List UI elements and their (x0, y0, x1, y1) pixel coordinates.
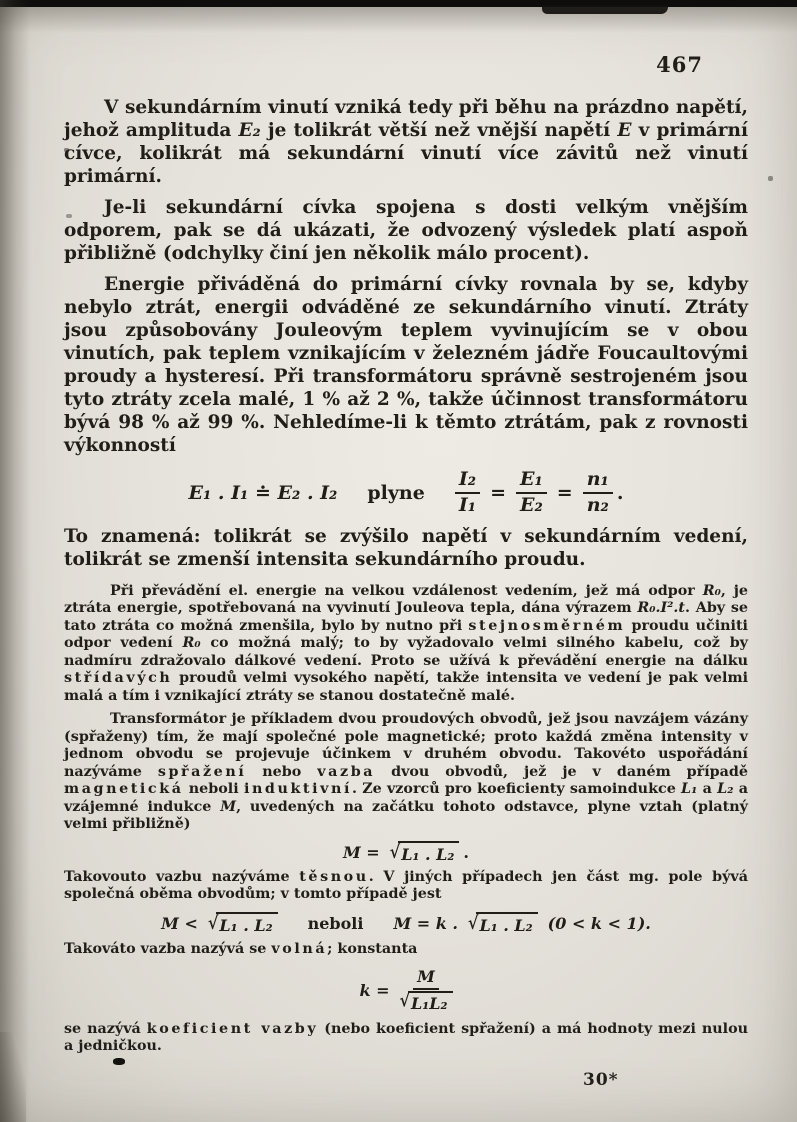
formula-middle: M = k . (393, 913, 458, 933)
period: . (463, 842, 469, 862)
signature-mark: 30* (583, 1070, 619, 1090)
paragraph-conclusion-voltage-current: To znamená: tolikrát se zvýšilo napětí v sekundárním vedení, tolikrát se zmenší intensita sekundárního proudu. (64, 525, 748, 570)
scan-edge-top-fade (0, 7, 797, 33)
page-content (64, 96, 748, 1056)
formula-left-side: E₁ . I₁ ≐ E₂ . I₂ (188, 481, 338, 504)
paragraph-intro-secondary-voltage: V sekundárním vinutí vzniká tedy při běhu na prázdno napětí, jehož amplituda E₂ je tolikrát větší než vnější napětí E v primární cívce, kolikrát má sekundární vinutí více závitů než vinutí primární. (64, 97, 748, 187)
fraction-turns-ratio: $\frac{\text{n₁}}{\text{n₂}}$ (583, 469, 613, 517)
paragraph-tight-coupling: Takovouto vazbu nazýváme těsnou. V jiných případech jen část mg. pole bývá společná oběma obvodům; v tomto případě jest (64, 868, 749, 903)
radical-sign: √ (207, 911, 219, 933)
paragraph-long-distance-transmission: Při převádění el. energie na velkou vzdálenost vedením, jež má odpor R₀, je ztráta energie, spotřebovaná na vyvinutí Jouleova tepla, dána výrazem R₀.I².t. Aby se tato ztráta co možná zmenšila, bylo by nutno při stejnosměrném proudu učiniti odpor vedení R₀ co možná malý; to by vyžadovalo velmi silného kabelu, což by nadmíru zdražovalo dálkové vedení. Proto se užívá k převádění energie na dálku střídavých proudů velmi vysokého napětí, takže intensita ve vedení je pak velmi malá a tím i vznikající ztráty se stanou dostatečně malé. (64, 582, 748, 704)
square-root: √ L₁L₂ (400, 991, 453, 1013)
fraction-coupling-coefficient: M √ L₁L₂ (400, 968, 453, 1013)
scan-speck (768, 176, 773, 181)
formula-coupling-inequality (64, 912, 748, 935)
formula-connector: plyne (367, 481, 425, 504)
paragraph-loose-coupling: Takováto vazba nazývá se volná; konstanta (64, 940, 418, 957)
paragraph-coupled-circuits: Transformátor je příkladem dvou proudových obvodů, jež jsou navzájem vázány (spřaženy) tím, že mají společné pole magnetické; proto každá změna intensity v jednom obvodu se projevuje účinkem v druhém obvodu. Takovéto uspořádání nazýváme spřažení nebo vazba dvou obvodů, jež je v daném případě magnetická neboli induktivní. Ze vzorců pro koeficienty samoindukce L₁ a L₂ a vzájemné indukce M, uvedených na začátku tohoto odstavce, plyne vztah (platný velmi přibližně) (64, 711, 749, 833)
fraction-current-ratio: $\frac{\text{I₂}}{\text{I₁}}$ (455, 469, 480, 517)
equals-sign: = (556, 481, 573, 504)
radical-sign: √ (389, 840, 401, 862)
formula-range: (0 < k < 1). (547, 913, 651, 933)
fraction-voltage-ratio: $\frac{\text{E₁}}{\text{E₂}}$ (516, 469, 547, 517)
formula-left-side: M = (342, 842, 380, 862)
formula-left-side: M < (161, 913, 198, 933)
scan-edge-top (0, 0, 797, 7)
formula-coupling-coefficient (64, 968, 748, 1013)
formula-power-balance (64, 469, 748, 517)
period: . (616, 481, 624, 504)
square-root: √ L₁ . L₂ (390, 841, 460, 864)
paragraph-energy-losses: Energie přiváděná do primární cívky rovnala by se, kdyby nebylo ztrát, energii odváděné ze sekundárního vinutí. Ztráty jsou způsobovány Jouleovým teplem vyvinujícím se v obou vinutích, pak teplem vznikajícím v železném jádře Foucaultovými proudy a hysteresí. Při transformátoru správně sestrojeném jsou tyto ztráty zcela malé, 1 % až 2 %, takže účinnost transformátoru bývá 98 % až 99 %. Nehledíme-li k těmto ztrátám, pak z rovnosti výkonností (64, 274, 748, 456)
radical-sign: √ (467, 911, 479, 933)
equals-sign: = (490, 481, 506, 504)
paragraph-coupling-coefficient-definition: se nazývá koeficient vazby (nebo koeficient spřažení) a má hodnoty mezi nulou a jedničkou. (64, 1020, 748, 1055)
paragraph-external-resistance: Je-li sekundární cívka spojena s dosti velkým vnějším odporem, pak se dá ukázati, že odvozený výsledek platí aspoň přibližně (odchylky činí jen několik málo procent). (64, 197, 748, 264)
page-number: 467 (656, 52, 703, 77)
square-root: √ L₁ . L₂ (468, 912, 538, 935)
scan-speck (113, 1058, 125, 1065)
radical-sign: √ (399, 989, 411, 1011)
formula-mutual-inductance (64, 841, 748, 864)
scan-corner-bottom-left (0, 1032, 26, 1122)
scan-edge-left-shadow (0, 0, 30, 1122)
square-root: √ L₁ . L₂ (208, 912, 278, 935)
formula-connector: neboli (307, 913, 364, 933)
formula-left-side: k = (359, 981, 390, 1001)
